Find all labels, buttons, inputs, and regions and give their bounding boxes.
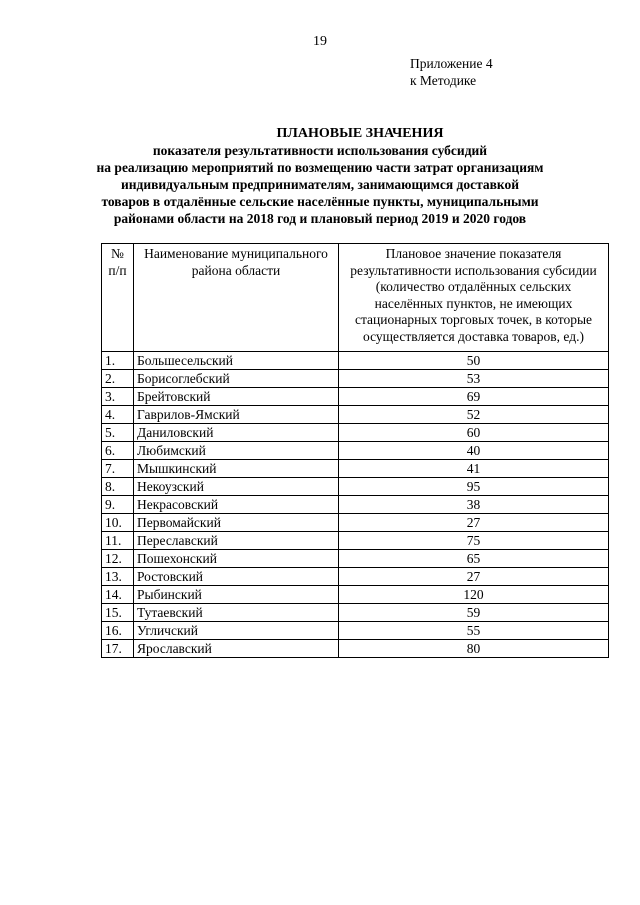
row-district-name: Ярославский: [134, 640, 339, 658]
row-district-name: Тутаевский: [134, 604, 339, 622]
document-title: [0, 125, 640, 227]
row-district-name: Борисоглебский: [134, 370, 339, 388]
row-district-name: Любимский: [134, 442, 339, 460]
row-number: 3.: [102, 388, 134, 406]
row-number: 13.: [102, 568, 134, 586]
appendix-line-1: Приложение 4: [410, 56, 493, 71]
table-header-row: [102, 244, 609, 352]
header-number: № п/п: [102, 244, 134, 352]
row-district-name: Первомайский: [134, 514, 339, 532]
row-plan-value: 27: [339, 514, 609, 532]
table-row: [102, 442, 609, 460]
row-plan-value: 52: [339, 406, 609, 424]
row-plan-value: 50: [339, 352, 609, 370]
table-row: [102, 640, 609, 658]
row-district-name: Угличский: [134, 622, 339, 640]
table-row: [102, 550, 609, 568]
row-number: 15.: [102, 604, 134, 622]
row-district-name: Рыбинский: [134, 586, 339, 604]
row-plan-value: 38: [339, 496, 609, 514]
appendix-reference: [410, 55, 493, 89]
plan-values-table: [101, 243, 609, 658]
row-plan-value: 95: [339, 478, 609, 496]
title-main: ПЛАНОВЫЕ ЗНАЧЕНИЯ: [276, 126, 444, 141]
page-number: 19: [313, 34, 327, 49]
row-district-name: Даниловский: [134, 424, 339, 442]
row-number: 4.: [102, 406, 134, 424]
row-number: 9.: [102, 496, 134, 514]
row-number: 8.: [102, 478, 134, 496]
table-row: [102, 388, 609, 406]
table-row: [102, 586, 609, 604]
row-number: 6.: [102, 442, 134, 460]
row-district-name: Переславский: [134, 532, 339, 550]
table-row: [102, 460, 609, 478]
row-number: 11.: [102, 532, 134, 550]
row-number: 12.: [102, 550, 134, 568]
table-row: [102, 514, 609, 532]
table-row: [102, 424, 609, 442]
row-number: 17.: [102, 640, 134, 658]
title-line-5: районами области на 2018 год и плановый период 2019 и 2020 годов: [113, 211, 527, 226]
table-body: [102, 352, 609, 658]
table-row: [102, 478, 609, 496]
row-plan-value: 120: [339, 586, 609, 604]
row-number: 14.: [102, 586, 134, 604]
row-number: 2.: [102, 370, 134, 388]
row-plan-value: 69: [339, 388, 609, 406]
header-district-name: Наименование муниципального района области: [134, 244, 339, 352]
row-plan-value: 40: [339, 442, 609, 460]
row-district-name: Гаврилов-Ямский: [134, 406, 339, 424]
table-row: [102, 532, 609, 550]
title-line-1: показателя результативности использования субсидий: [152, 143, 488, 158]
row-district-name: Некрасовский: [134, 496, 339, 514]
row-district-name: Мышкинский: [134, 460, 339, 478]
row-district-name: Пошехонский: [134, 550, 339, 568]
row-plan-value: 53: [339, 370, 609, 388]
row-district-name: Брейтовский: [134, 388, 339, 406]
table-row: [102, 622, 609, 640]
appendix-line-2: к Методике: [410, 73, 477, 88]
row-plan-value: 59: [339, 604, 609, 622]
row-number: 1.: [102, 352, 134, 370]
title-line-3: индивидуальным предпринимателям, занимающимся доставкой: [120, 177, 520, 192]
row-plan-value: 55: [339, 622, 609, 640]
table-row: [102, 352, 609, 370]
row-plan-value: 60: [339, 424, 609, 442]
row-plan-value: 41: [339, 460, 609, 478]
title-line-4: товаров в отдалённые сельские населённые пункты, муниципальными: [101, 194, 539, 209]
table-row: [102, 370, 609, 388]
row-district-name: Некоузский: [134, 478, 339, 496]
row-number: 16.: [102, 622, 134, 640]
table-row: [102, 568, 609, 586]
row-district-name: Большесельский: [134, 352, 339, 370]
header-plan-value: Плановое значение показателя результативности использования субсидии (количество отдалённых сельских населённых пунктов, не имеющих стационарных торговых точек, в которые осуществляется доставка товаров, ед.): [339, 244, 609, 352]
row-plan-value: 80: [339, 640, 609, 658]
table-row: [102, 496, 609, 514]
title-line-2: на реализацию мероприятий по возмещению части затрат организациям: [96, 160, 544, 175]
table-row: [102, 406, 609, 424]
row-district-name: Ростовский: [134, 568, 339, 586]
row-number: 10.: [102, 514, 134, 532]
table-row: [102, 604, 609, 622]
row-number: 5.: [102, 424, 134, 442]
row-plan-value: 27: [339, 568, 609, 586]
row-plan-value: 75: [339, 532, 609, 550]
row-plan-value: 65: [339, 550, 609, 568]
row-number: 7.: [102, 460, 134, 478]
